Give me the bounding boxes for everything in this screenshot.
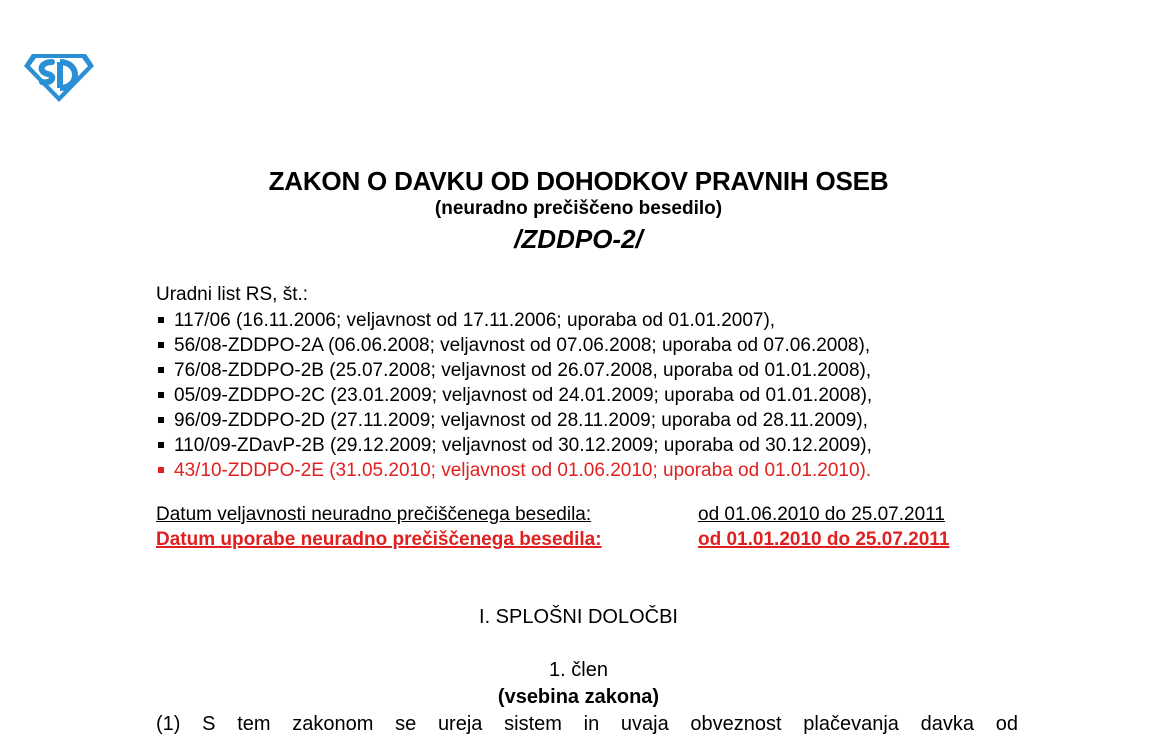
paragraph-word: od [995, 713, 1018, 735]
article-number: 1. člen [549, 659, 608, 681]
paragraph-word: tem [237, 713, 271, 735]
paragraph-word: ureja [437, 713, 483, 735]
bullet-icon [158, 342, 164, 348]
gazette-entry-text: 56/08-ZDDPO-2A (06.06.2008; veljavnost od 07.06.2008; uporaba od 07.06.2008), [174, 335, 871, 356]
bullet-icon [158, 317, 164, 323]
gazette-entry [156, 358, 872, 383]
bullet-icon [158, 417, 164, 423]
gazette-entry [156, 433, 872, 458]
paragraph-word: se [395, 713, 417, 735]
law-abbreviation: /ZDDPO-2/ [514, 224, 643, 254]
use-date-value: od 01.01.2010 do 25.07.2011 [698, 529, 950, 550]
gazette-entry-text: 117/06 (16.11.2006; veljavnost od 17.11.2006; uporaba od 01.01.2007), [174, 310, 776, 331]
gazette-label: Uradni list RS, št.: [156, 284, 309, 305]
paragraph-word: obveznost [690, 713, 782, 735]
gazette-entry [156, 408, 872, 433]
sd-logo [22, 50, 96, 104]
paragraph-word: uvaja [620, 713, 669, 735]
paragraph-word: in [583, 713, 600, 735]
gazette-list [156, 308, 872, 483]
gazette-entry [156, 458, 872, 483]
paragraph-word: S [202, 713, 216, 735]
law-subtitle: (neuradno prečiščeno besedilo) [434, 198, 723, 219]
paragraph-word: (1) [156, 713, 181, 735]
article-heading: (vsebina zakona) [497, 686, 660, 708]
bullet-icon [158, 367, 164, 373]
bullet-icon [158, 442, 164, 448]
use-date-row [156, 527, 949, 552]
validity-date-label: Datum veljavnosti neuradno prečiščenega besedila: [156, 504, 592, 525]
paragraph-word: zakonom [292, 713, 374, 735]
gazette-entry [156, 308, 872, 333]
gazette-entry-text: 96/09-ZDDPO-2D (27.11.2009; veljavnost od 28.11.2009; uporaba od 28.11.2009), [174, 410, 868, 431]
bullet-icon [158, 467, 164, 473]
validity-date-row [156, 502, 949, 527]
article-paragraph [156, 713, 1018, 736]
paragraph-word: plačevanja [803, 713, 899, 735]
gazette-entry-text: 110/09-ZDavP-2B (29.12.2009; veljavnost od 30.12.2009; uporaba od 30.12.2009), [174, 435, 872, 456]
paragraph-word: davka [920, 713, 974, 735]
gazette-entry [156, 333, 872, 358]
validity-date-value: od 01.06.2010 do 25.07.2011 [698, 504, 945, 525]
use-date-label: Datum uporabe neuradno prečiščenega besedila: [156, 529, 602, 550]
sd-logo-icon [22, 50, 96, 104]
chapter-title: I. SPLOŠNI DOLOČBI [479, 606, 678, 628]
dates-block [156, 502, 949, 552]
bullet-icon [158, 392, 164, 398]
gazette-entry [156, 383, 872, 408]
gazette-entry-text: 05/09-ZDDPO-2C (23.01.2009; veljavnost od 24.01.2009; uporaba od 01.01.2008), [174, 385, 873, 406]
gazette-entry-text: 76/08-ZDDPO-2B (25.07.2008; veljavnost od 26.07.2008, uporaba od 01.01.2008), [174, 360, 872, 381]
law-title: ZAKON O DAVKU OD DOHODKOV PRAVNIH OSEB [268, 166, 889, 196]
gazette-entry-text: 43/10-ZDDPO-2E (31.05.2010; veljavnost od 01.06.2010; uporaba od 01.01.2010). [174, 460, 872, 481]
paragraph-word: sistem [504, 713, 562, 735]
